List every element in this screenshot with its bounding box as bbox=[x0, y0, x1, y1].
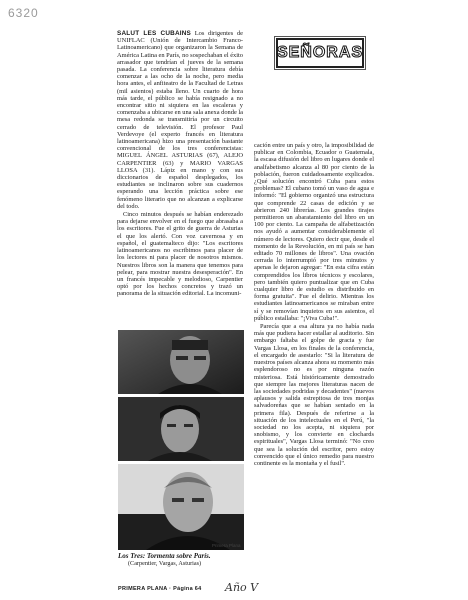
photo-vargas-llosa bbox=[118, 397, 244, 461]
photo-caption bbox=[118, 552, 258, 568]
portrait-image bbox=[118, 464, 244, 550]
paragraph-text: Los dirigentes de UNIFLAC (Unión de Intercambio Franco-Latinoamericano) que organizaron la Semana de América Latina en París, no sospechaban el éxito arrasador que tendrían el jueves de la semana pasada. La conferencia sobre literatura debía comenzar a las ocho de la noche, pero media hora antes, el anfiteatro de la Facultad de Letras (mil asientos) estaba lleno. Un cuarto de hora más tarde, el público se había resignado a no encontrar sitio ni siquiera en las escaleras y comenzaba a ubicarse en una sala anexa donde la mesa redonda se transmitiría por un circuito cerrado de televisión. El profesor Paul Verdevoye (el experto francés en literatura latinoamericana) hizo una presentación bastante convencional de los tres conferencistas: MIGUEL ÁNGEL ASTURIAS (67), ALEJO CARPENTIER (63) y MARIO VARGAS LLOSA (31). Lápiz en mano y con sus diccionarios de español desplegados, los estudiantes se inclinaron sobre sus cuadernos esperando una lección práctica sobre ese fenómeno literario que no alcanzan a explicarse del todo. bbox=[117, 30, 243, 210]
article-paragraph: Parecía que a esa altura ya no había nada más que pudiera hacer estallar al auditorio. Sin embargo faltaba el golpe de gracia y fue Vargas Llosa, en los finales de la conferencia, el encargado de asestarlo: "Si la literatura de nuestros países alcanza ahora su momento más esplendoroso no es por ninguna razón misteriosa. Está históricamente demostrado que siempre las mejores literaturas nacen de las sociedades podridas y decadentes" (nuevos aplausos y salida estrepitosa de tres monjas salvadoreñas que se habían sentado en la primera fila). Después de referirse a la situación de los intelectuales en el Perú, "la sociedad no los acepta, ni siquiera por snobismo, y los convierte en clochards espirituales", Vargas Llosa terminó: "No creo que sea la solución del escritor, pero estoy convencido que el único remedio para nuestro continente es la montaña y el fusil". bbox=[254, 323, 374, 467]
caption-subtitle: (Carpentier, Vargas, Asturias) bbox=[128, 560, 202, 567]
article-right-column bbox=[254, 142, 374, 468]
photo-carpentier bbox=[118, 330, 244, 394]
portrait-image bbox=[118, 330, 244, 394]
logo-text: SEÑORAS bbox=[276, 44, 364, 61]
article-left-column bbox=[117, 30, 243, 299]
article-lead-paragraph bbox=[117, 30, 243, 210]
caption-title: Los Tres: Tormenta sobre París. bbox=[118, 552, 211, 560]
publication-footer: PRIMERA PLANA · Página 64 bbox=[118, 586, 202, 592]
portrait-image bbox=[118, 397, 244, 461]
article-paragraph: Cinco minutos después se habían enderezado para dejarse envolver en el fuego que abrasaba a los escritores. Fue el grito de guerra de Asturias el que los alertó. Con voz cavernosa y en español, el guatemalteco dijo: "Los escritores latinoamericanos no escribimos para placer de los lectores ni para placer de nosotros mismos. Nuestros libros son la manera que tenemos para pelear, para mostrar nuestra desesperación". En un francés impecable y melodioso, Carpentier optó por los hechos concretos y trazó un panorama de la situación editorial. La incomuni- bbox=[117, 211, 243, 298]
article-paragraph: cación entre un país y otro, la imposibilidad de publicar en Colombia, Ecuador o Guatemala, la escasa difusión del libro en lugares donde el analfabetismo alcanza al 80 por ciento de la población, fueron cuidadosamente explicados. ¿Qué solución encontró Cuba para estos problemas? El cubano tomó un vaso de agua e informó: "El gobierno organizó una estructura que comprende 22 casas de edición y se abrieron 240 librerías. Los grandes tirajes permitieron un abaratamiento del libro en un 100 por ciento. La campaña de alfabetización nos ayudó a aumentar considerablemente el número de lectores. Quiero decir que, desde el momento de la Revolución, en mi país se han editado 70 millones de libros". Una ovación cerrada lo interrumpió por tres minutos y apenas le dejaron agregar: "En esta cifra están comprendidos los libros técnicos y escolares, pero también quiero puntualizar que en Cuba cualquier libro de estudio es distribuido en forma gratuita". Fue el delirio. Mientras los estudiantes latinoamericanos se miraban entre sí y se removían inquietos en sus asientos, el público estallaba: "¡Viva Cuba!". bbox=[254, 142, 374, 322]
senoras-logo bbox=[276, 38, 364, 68]
article-headline: SALUT LES CUBAINS bbox=[117, 30, 192, 37]
photo-credit: Primera Plana bbox=[212, 543, 241, 548]
page-number: 6320 bbox=[8, 6, 39, 20]
photo-asturias bbox=[118, 464, 244, 550]
handwritten-note: Año V bbox=[225, 581, 259, 594]
